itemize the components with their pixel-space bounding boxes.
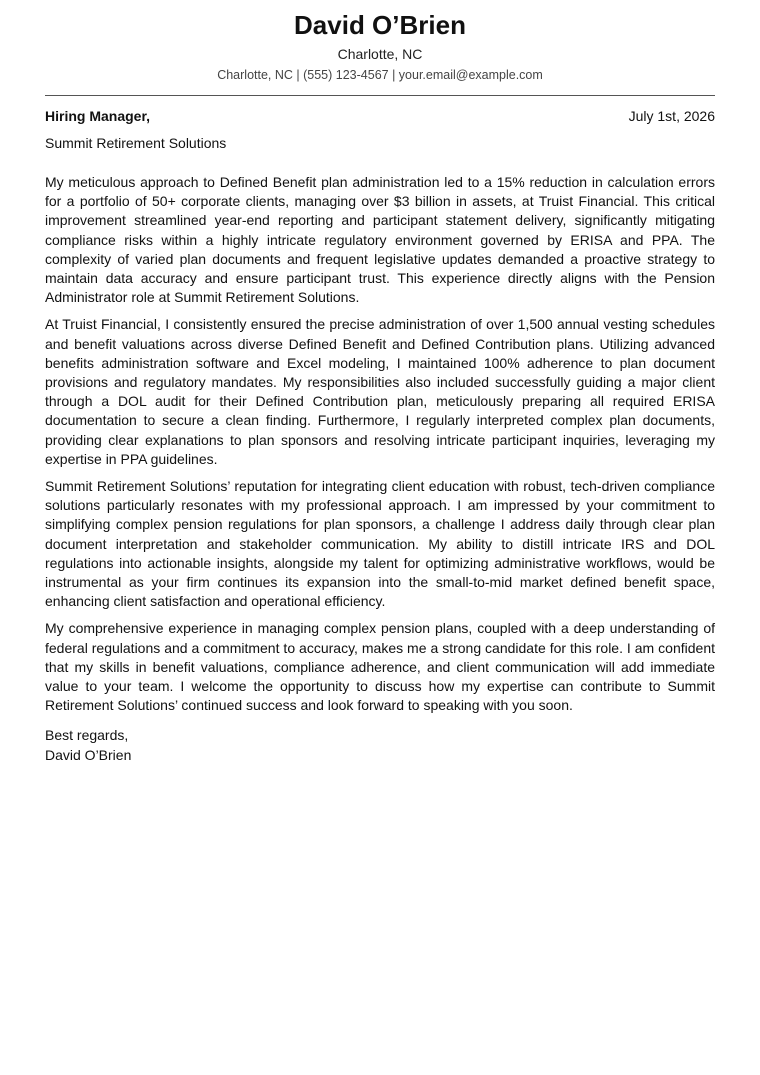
letter-closing bbox=[45, 726, 715, 764]
recipient-company: Summit Retirement Solutions bbox=[45, 135, 227, 151]
header-divider bbox=[45, 95, 715, 96]
signature-name: David O’Brien bbox=[45, 746, 132, 763]
letter-header bbox=[45, 0, 715, 84]
recipient-salutation: Hiring Manager, bbox=[45, 108, 151, 124]
applicant-name: David O’Brien bbox=[294, 10, 466, 40]
body-paragraph-2: At Truist Financial, I consistently ensured the precise administration of over 1,500 annual vesting schedules and benefit valuations across diverse Defined Benefit and Defined Contribution plans. Utilizing advanced benefits administration software and Excel modeling, I maintained 100% adherence to plan document provisions and regulatory mandates. My responsibilities also included successfully guiding a major client through a DOL audit for their Defined Contribution plan, meticulously preparing all required ERISA documentation to secure a clean finding. Furthermore, I regularly interpreted complex plan documents, providing clear explanations to plan sponsors and resolving intricate participant inquiries, leveraging my expertise in PPA guidelines. bbox=[45, 316, 715, 467]
letter-body bbox=[45, 173, 715, 715]
recipient-date-row bbox=[45, 106, 715, 126]
applicant-contact-line: Charlotte, NC | (555) 123-4567 | your.email@example.com bbox=[217, 68, 543, 82]
letter-date: July 1st, 2026 bbox=[628, 108, 715, 124]
body-paragraph-4: My comprehensive experience in managing complex pension plans, coupled with a deep understanding of federal regulations and a commitment to accuracy, makes me a strong candidate for this role. I am confident that my skills in benefit valuations, compliance adherence, and client communication will add immediate value to your team. I welcome the opportunity to discuss how my expertise can contribute to Summit Retirement Solutions’ continued success and look forward to speaking with you soon. bbox=[45, 620, 715, 714]
applicant-location: Charlotte, NC bbox=[337, 46, 423, 62]
closing-phrase: Best regards, bbox=[45, 727, 129, 744]
body-paragraph-1: My meticulous approach to Defined Benefit plan administration led to a 15% reduction in calculation errors for a portfolio of 50+ corporate clients, managing over $3 billion in assets, at Truist Financial. This critical improvement streamlined year-end reporting and participant statement delivery, significantly mitigating compliance risks within a highly intricate regulatory environment governed by ERISA and PPA. The complexity of varied plan documents and frequent legislative updates demanded a proactive strategy to maintain data accuracy and ensure participant trust. This experience directly aligns with the Pension Administrator role at Summit Retirement Solutions. bbox=[45, 174, 715, 306]
body-paragraph-3: Summit Retirement Solutions’ reputation for integrating client education with robust, tech-driven compliance solutions particularly resonates with my professional approach. I am impressed by your commitment to simplifying complex pension regulations for plan sponsors, a challenge I address daily through clear plan document interpretation and stakeholder communication. My ability to distill intricate IRS and DOL regulations into actionable insights, alongside my talent for optimizing administrative workflows, would be instrumental as your firm continues its expansion into the small-to-mid market defined benefit space, enhancing client satisfaction and operational efficiency. bbox=[45, 478, 715, 610]
